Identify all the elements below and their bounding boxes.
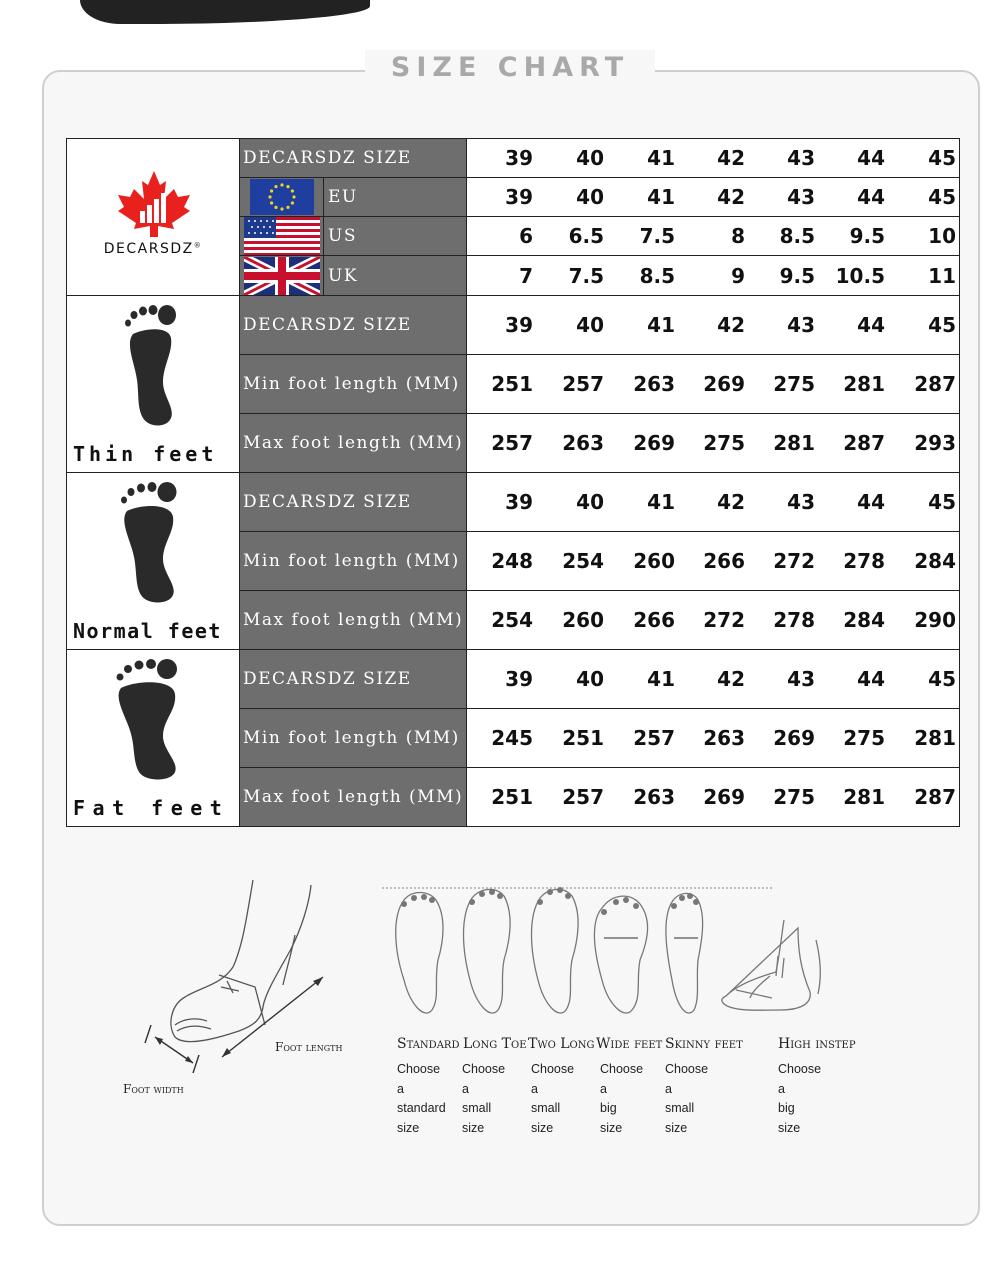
flag-cell-us xyxy=(239,216,324,256)
page-title: SIZE CHART xyxy=(390,52,630,83)
value-cell: 287 xyxy=(843,431,885,455)
value-cell: 45 xyxy=(928,490,956,514)
value-cell: 272 xyxy=(773,549,815,573)
value-cell: 42 xyxy=(717,185,745,209)
value-cell: 248 xyxy=(491,549,533,573)
value-cell: 8 xyxy=(731,224,745,248)
value-cell: 254 xyxy=(562,549,604,573)
value-cell: 43 xyxy=(787,185,815,209)
foot-type-title: Standard xyxy=(397,1036,460,1052)
value-cell: 287 xyxy=(914,372,956,396)
region-values-eu xyxy=(466,177,960,217)
max-values-normal xyxy=(466,590,960,650)
value-cell: 275 xyxy=(773,785,815,809)
size-values-normal xyxy=(466,472,960,532)
value-cell: 251 xyxy=(491,372,533,396)
foot-type-title: Skinny feet xyxy=(665,1036,743,1052)
value-cell: 7.5 xyxy=(568,263,604,288)
min-values-fat xyxy=(466,708,960,768)
uk-flag-icon xyxy=(244,257,320,295)
value-cell: 42 xyxy=(717,667,745,691)
value-cell: 42 xyxy=(717,313,745,337)
min-values-normal xyxy=(466,531,960,591)
max-label-thin: Max foot length (MM) xyxy=(239,413,467,473)
value-cell: 278 xyxy=(843,549,885,573)
value-cell: 281 xyxy=(843,372,885,396)
size-label-header: DECARSDZ SIZE xyxy=(239,138,467,178)
value-cell: 39 xyxy=(505,313,533,337)
value-cell: 40 xyxy=(576,313,604,337)
value-cell: 44 xyxy=(857,185,885,209)
value-cell: 266 xyxy=(633,608,675,632)
foot-type-title: Long Toe xyxy=(463,1036,527,1052)
region-values-uk xyxy=(466,255,960,296)
min-label-thin: Min foot length (MM) xyxy=(239,354,467,414)
thin-feet-cell xyxy=(66,295,240,473)
value-cell: 40 xyxy=(576,185,604,209)
region-values-us xyxy=(466,216,960,256)
value-cell: 44 xyxy=(857,146,885,170)
size-label-normal: DECARSDZ SIZE xyxy=(239,472,467,532)
value-cell: 275 xyxy=(703,431,745,455)
foot-width-label: Foot width xyxy=(123,1082,184,1096)
foot-type-desc: Choose a standard size xyxy=(397,1062,446,1135)
foot-type-desc: Choose a small size xyxy=(462,1062,506,1135)
foot-type-title: Wide feet xyxy=(596,1036,663,1052)
shoe-image-top xyxy=(80,0,370,24)
value-cell: 44 xyxy=(857,313,885,337)
value-cell: 260 xyxy=(633,549,675,573)
value-cell: 43 xyxy=(787,313,815,337)
region-label-eu: EU xyxy=(323,177,467,217)
value-cell: 42 xyxy=(717,490,745,514)
value-cell: 257 xyxy=(562,785,604,809)
value-cell: 284 xyxy=(843,608,885,632)
region-label-uk: UK xyxy=(323,255,467,296)
value-cell: 43 xyxy=(787,146,815,170)
value-cell: 41 xyxy=(647,313,675,337)
value-cell: 8.5 xyxy=(639,263,675,288)
value-cell: 41 xyxy=(647,667,675,691)
value-cell: 7 xyxy=(519,263,533,288)
normal-feet-cell xyxy=(66,472,240,650)
foot-measure-sketch xyxy=(115,875,365,1095)
value-cell: 44 xyxy=(857,667,885,691)
value-cell: 39 xyxy=(505,185,533,209)
fat-foot-icon xyxy=(115,658,187,783)
size-values-header xyxy=(466,138,960,178)
value-cell: 11 xyxy=(928,263,956,288)
min-values-thin xyxy=(466,354,960,414)
value-cell: 260 xyxy=(562,608,604,632)
value-cell: 257 xyxy=(562,372,604,396)
value-cell: 269 xyxy=(773,726,815,750)
value-cell: 45 xyxy=(928,667,956,691)
min-label-normal: Min foot length (MM) xyxy=(239,531,467,591)
value-cell: 251 xyxy=(491,785,533,809)
us-flag-icon xyxy=(244,217,320,255)
eu-flag-icon xyxy=(250,179,314,215)
foot-type-desc: Choose a small size xyxy=(531,1062,575,1135)
maple-leaf-icon xyxy=(114,169,194,239)
value-cell: 44 xyxy=(857,490,885,514)
value-cell: 281 xyxy=(773,431,815,455)
value-cell: 42 xyxy=(717,146,745,170)
value-cell: 251 xyxy=(562,726,604,750)
value-cell: 6.5 xyxy=(568,224,604,248)
size-label-fat: DECARSDZ SIZE xyxy=(239,649,467,709)
size-values-fat xyxy=(466,649,960,709)
value-cell: 6 xyxy=(519,224,533,248)
value-cell: 263 xyxy=(562,431,604,455)
size-label-thin: DECARSDZ SIZE xyxy=(239,295,467,355)
normal-feet-label: Normal feet xyxy=(73,619,222,643)
value-cell: 269 xyxy=(703,785,745,809)
value-cell: 41 xyxy=(647,185,675,209)
value-cell: 293 xyxy=(914,431,956,455)
value-cell: 41 xyxy=(647,146,675,170)
size-table xyxy=(66,138,960,827)
fat-feet-cell xyxy=(66,649,240,827)
value-cell: 40 xyxy=(576,490,604,514)
value-cell: 9.5 xyxy=(779,263,815,288)
value-cell: 257 xyxy=(633,726,675,750)
value-cell: 272 xyxy=(703,608,745,632)
value-cell: 45 xyxy=(928,146,956,170)
value-cell: 245 xyxy=(491,726,533,750)
fat-feet-label: Fat feet xyxy=(73,796,230,820)
thin-feet-label: Thin feet xyxy=(73,442,218,466)
value-cell: 39 xyxy=(505,667,533,691)
foot-type-title: High instep xyxy=(778,1036,856,1052)
foot-type-desc: Choose a big size xyxy=(778,1062,822,1135)
value-cell: 266 xyxy=(703,549,745,573)
value-cell: 281 xyxy=(843,785,885,809)
foot-length-label: Foot length xyxy=(275,1040,343,1054)
value-cell: 10 xyxy=(928,224,956,248)
value-cell: 43 xyxy=(787,667,815,691)
value-cell: 9 xyxy=(731,263,745,288)
value-cell: 278 xyxy=(773,608,815,632)
max-values-thin xyxy=(466,413,960,473)
flag-cell-eu xyxy=(239,177,324,217)
value-cell: 263 xyxy=(703,726,745,750)
value-cell: 41 xyxy=(647,490,675,514)
value-cell: 45 xyxy=(928,185,956,209)
value-cell: 8.5 xyxy=(779,224,815,248)
value-cell: 254 xyxy=(491,608,533,632)
value-cell: 40 xyxy=(576,146,604,170)
value-cell: 7.5 xyxy=(639,224,675,248)
max-values-fat xyxy=(466,767,960,827)
value-cell: 9.5 xyxy=(849,224,885,248)
normal-foot-icon xyxy=(119,481,185,606)
value-cell: 275 xyxy=(843,726,885,750)
thin-foot-icon xyxy=(123,304,183,429)
min-label-fat: Min foot length (MM) xyxy=(239,708,467,768)
value-cell: 40 xyxy=(576,667,604,691)
value-cell: 10.5 xyxy=(835,263,885,288)
value-cell: 269 xyxy=(703,372,745,396)
value-cell: 39 xyxy=(505,490,533,514)
foot-type-title: Two Long xyxy=(528,1036,595,1052)
value-cell: 45 xyxy=(928,313,956,337)
value-cell: 257 xyxy=(491,431,533,455)
max-label-fat: Max foot length (MM) xyxy=(239,767,467,827)
max-label-normal: Max foot length (MM) xyxy=(239,590,467,650)
brand-name: DECARSDZ® xyxy=(103,241,203,257)
value-cell: 287 xyxy=(914,785,956,809)
value-cell: 269 xyxy=(633,431,675,455)
value-cell: 275 xyxy=(773,372,815,396)
foot-type-desc: Choose a big size xyxy=(600,1062,644,1135)
flag-cell-uk xyxy=(239,255,324,296)
value-cell: 263 xyxy=(633,372,675,396)
value-cell: 43 xyxy=(787,490,815,514)
value-cell: 39 xyxy=(505,146,533,170)
size-values-thin xyxy=(466,295,960,355)
brand-logo-cell xyxy=(66,138,240,296)
foot-type-desc: Choose a small size xyxy=(665,1062,709,1135)
value-cell: 281 xyxy=(914,726,956,750)
value-cell: 290 xyxy=(914,608,956,632)
region-label-us: US xyxy=(323,216,467,256)
value-cell: 263 xyxy=(633,785,675,809)
foot-types-sketch xyxy=(380,880,870,1030)
value-cell: 284 xyxy=(914,549,956,573)
